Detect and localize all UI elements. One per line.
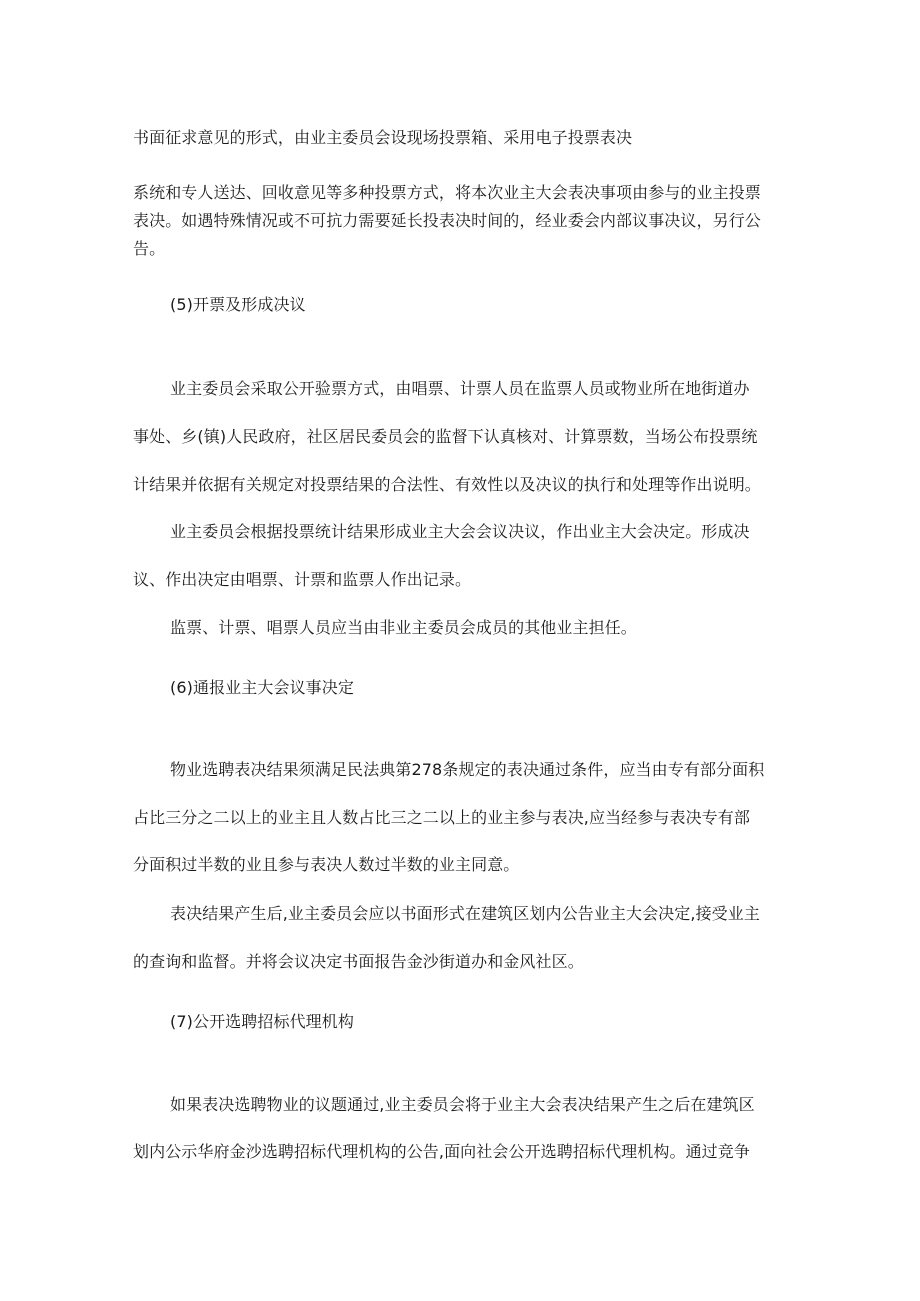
text-line: 书面征求意见的形式，由业主委员会设现场投票箱、采用电子投票表决 [133, 128, 633, 147]
text-line: 分面积过半数的业且参与表决人数过半数的业主同意。 [133, 855, 520, 874]
section-heading: (7)公开选聘招标代理机构 [170, 1012, 354, 1031]
text-line: 如果表决选聘物业的议题通过,业主委员会将于业主大会表决结果产生之后在建筑区 [170, 1095, 755, 1114]
text-line: 表决结果产生后,业主委员会应以书面形式在建筑区划内公告业主大会决定,接受业主 [170, 904, 760, 923]
section-heading: (6)通报业主大会议事决定 [170, 678, 354, 697]
text-line: 业主委员会采取公开验票方式，由唱票、计票人员在监票人员或物业所在地街道办 [170, 379, 750, 398]
text-line: 占比三分之二以上的业主且人数占比三之二以上的业主参与表决,应当经参与表决专有部 [133, 808, 750, 827]
text-line: 计结果并依据有关规定对投票结果的合法性、有效性以及决议的执行和处理等作出说明。 [133, 475, 761, 494]
text-line: 告。 [133, 239, 166, 258]
text-line: 划内公示华府金沙选聘招标代理机构的公告,面向社会公开选聘招标代理机构。通过竞争 [133, 1142, 750, 1161]
section-heading: (5)开票及形成决议 [170, 295, 306, 314]
text-line: 议、作出决定由唱票、计票和监票人作出记录。 [133, 570, 472, 589]
text-line: 表决。如遇特殊情况或不可抗力需要延长投表决时间的，经业委会内部议事决议，另行公 [133, 211, 761, 230]
text-line: 的查询和监督。并将会议决定书面报告金沙街道办和金风社区。 [133, 952, 584, 971]
text-line: 监票、计票、唱票人员应当由非业主委员会成员的其他业主担任。 [170, 618, 637, 637]
text-line: 业主委员会根据投票统计结果形成业主大会会议决议，作出业主大会决定。形成决 [170, 522, 750, 541]
text-line: 物业选聘表决结果须满足民法典第278条规定的表决通过条件，应当由专有部分面积 [170, 760, 765, 779]
text-line: 事处、乡(镇)人民政府，社区居民委员会的监督下认真核对、计算票数，当场公布投票统 [133, 427, 758, 446]
text-line: 系统和专人送达、回收意见等多种投票方式，将本次业主大会表决事项由参与的业主投票 [133, 183, 761, 202]
